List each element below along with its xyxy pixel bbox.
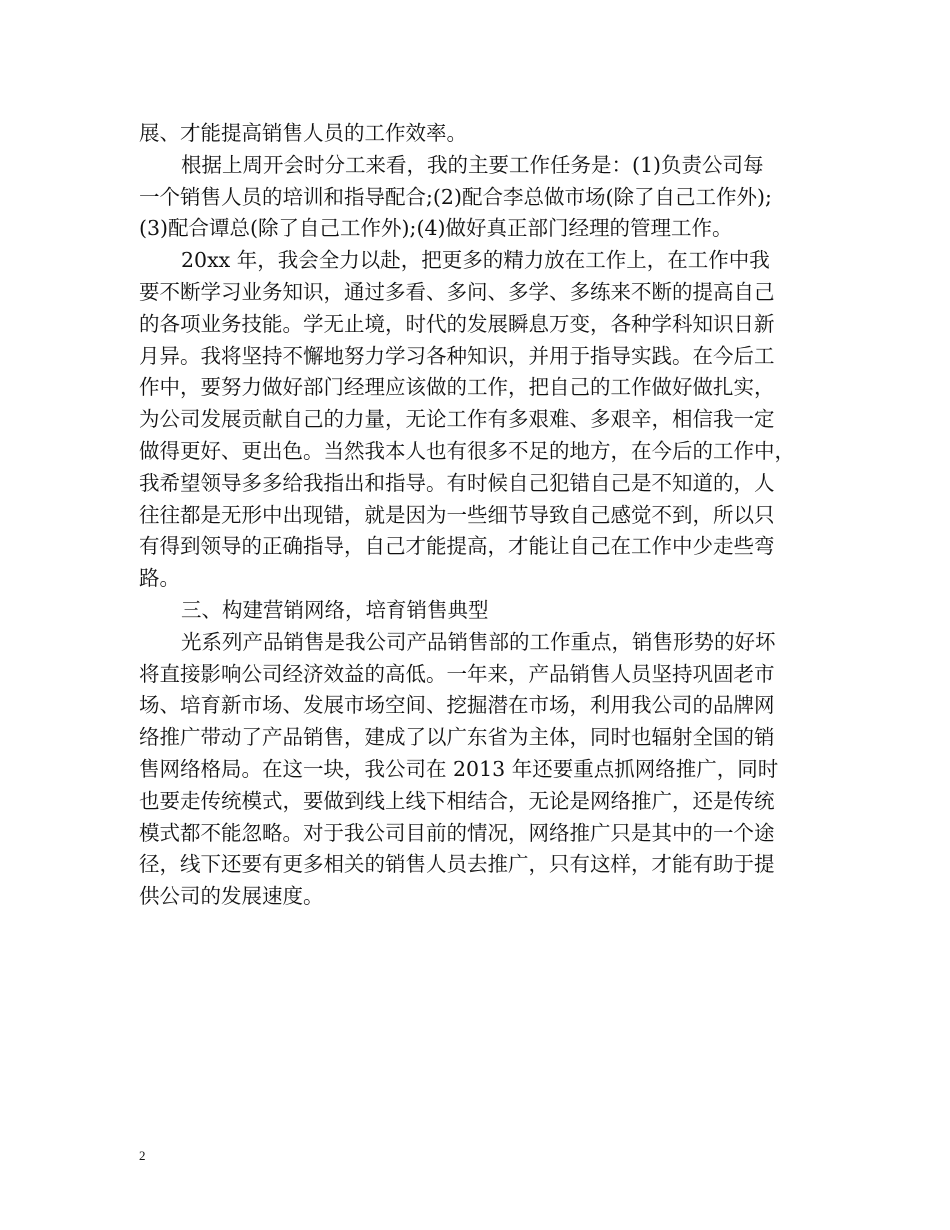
text-line: 根据上周开会时分工来看，我的主要工作任务是：(1)负责公司每 bbox=[181, 152, 764, 177]
text-line: 月异。我将坚持不懈地努力学习各种知识，并用于指导实践。在今后工 bbox=[139, 343, 775, 368]
text-line: 的各项业务技能。学无止境，时代的发展瞬息万变，各种学科知识日新 bbox=[139, 311, 775, 336]
text-line: (3)配合谭总(除了自己工作外);(4)做好真正部门经理的管理工作。 bbox=[139, 216, 733, 241]
text-line: 作中，要努力做好部门经理应该做的工作，把自己的工作做好做扎实， bbox=[139, 375, 775, 400]
text-line: 有得到领导的正确指导，自己才能提高，才能让自己在工作中少走些弯 bbox=[139, 534, 775, 559]
text-line: 要不断学习业务知识，通过多看、多问、多学、多练来不断的提高自己 bbox=[139, 279, 775, 304]
text-line: 将直接影响公司经济效益的高低。一年来，产品销售人员坚持巩固老市 bbox=[139, 661, 775, 686]
text-line: 我希望领导多多给我指出和指导。有时候自己犯错自己是不知道的，人 bbox=[139, 470, 775, 495]
text-line: 20xx 年，我会全力以赴，把更多的精力放在工作上，在工作中我 bbox=[181, 248, 770, 273]
text-line: 也要走传统模式，要做到线上线下相结合，无论是网络推广，还是传统 bbox=[139, 788, 775, 813]
text-line: 展、才能提高销售人员的工作效率。 bbox=[139, 121, 467, 145]
text-line: 做得更好、更出色。当然我本人也有很多不足的地方，在今后的工作中， bbox=[139, 438, 795, 463]
text-line: 供公司的发展速度。 bbox=[139, 884, 324, 909]
text-line: 一个销售人员的培训和指导配合;(2)配合李总做市场(除了自己工作外); bbox=[139, 184, 772, 209]
text-line: 售网络格局。在这一块，我公司在 2013 年还要重点抓网络推广，同时 bbox=[139, 756, 779, 781]
text-line: 场、培育新市场、发展市场空间、挖掘潜在市场，利用我公司的品牌网 bbox=[139, 693, 775, 718]
text-line: 路。 bbox=[139, 566, 180, 591]
text-line: 模式都不能忽略。对于我公司目前的情况，网络推广只是其中的一个途 bbox=[139, 820, 775, 845]
document-body bbox=[139, 118, 819, 913]
text-line: 络推广带动了产品销售，建成了以广东省为主体，同时也辐射全国的销 bbox=[139, 725, 775, 750]
text-line: 三、构建营销网络，培育销售典型 bbox=[181, 597, 489, 622]
text-line: 为公司发展贡献自己的力量，无论工作有多艰难、多艰辛，相信我一定 bbox=[139, 407, 775, 432]
text-line: 径，线下还要有更多相关的销售人员去推广，只有这样，才能有助于提 bbox=[139, 852, 775, 877]
text-line: 光系列产品销售是我公司产品销售部的工作重点，销售形势的好坏 bbox=[181, 629, 776, 654]
page-number: 2 bbox=[139, 1148, 146, 1163]
text-line: 往往都是无形中出现错，就是因为一些细节导致自己感觉不到，所以只 bbox=[139, 502, 775, 527]
